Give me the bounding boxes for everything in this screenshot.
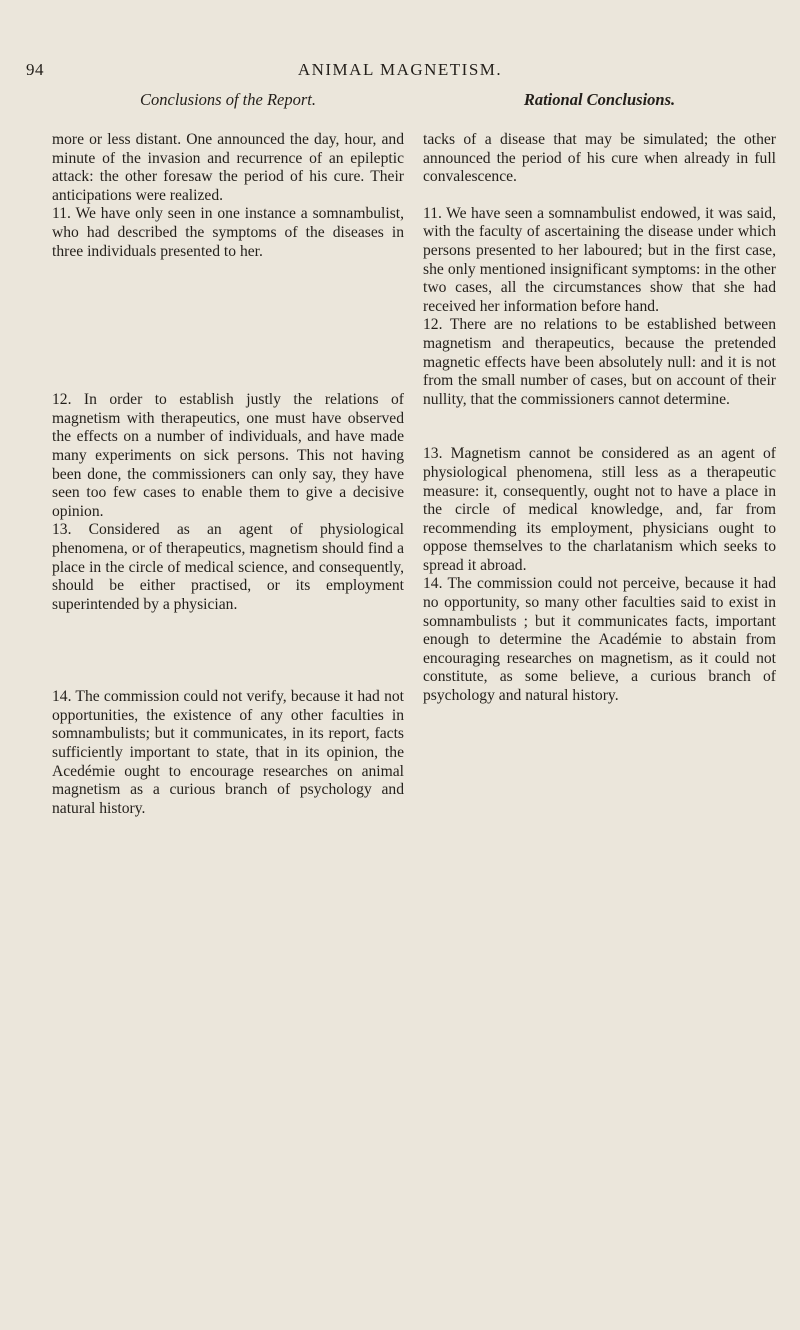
right-column-heading: Rational Conclusions. [523,90,676,109]
left-column-heading: Conclusions of the Report. [140,90,316,109]
left-paragraph-continuation: more or less distant. One announced the day, hour, and minute of the invasion and recurrence of an epileptic attack: the other foresaw the period of his cure. Their anticipations were realized. [52,131,404,204]
left-paragraph-12: 12. In order to establish justly the relations of magnetism with therapeutics, one must have observed the effects on a number of individuals, and have made many experiments on sick persons. This not having been done, the commissioners can only say, they have seen too few cases to enable them to give a decisive opinion. [52,391,404,520]
left-paragraph-13: 13. Considered as an agent of physiological phenomena, or of therapeutics, magnetism should find a place in the circle of medical science, and consequently, should be either practised, or its employment superintended by a physician. [52,521,404,613]
left-paragraph-11: 11. We have only seen in one instance a somnambulist, who had described the symptoms of the diseases in three individuals presented to her. [52,205,404,260]
right-paragraph-13: 13. Magnetism cannot be considered as an agent of physiological phenomena, still less as a therapeutic measure: it, consequently, ought not to have a place in the circle of medical knowledge, and, far from recommending its employment, physicians ought to oppose themselves to the charlatanism which seeks to spread it abroad. [423,445,776,574]
left-paragraph-14: 14. The commission could not verify, because it had not opportunities, the existence of any other faculties in somnambulists; but it communicates, in its report, facts sufficiently important to state, that in its opinion, the Acedémie ought to encourage researches on animal magnetism as a curious branch of psychology and natural history. [52,688,404,817]
running-title: ANIMAL MAGNETISM. [297,60,503,79]
right-paragraph-11: 11. We have seen a somnambulist endowed, it was said, with the faculty of ascertaining the disease under which persons presented to her laboured; but in the first case, she only mentioned insignificant symptoms: in the other two cases, all the circumstances show that she had received her information before hand. [423,204,776,315]
right-paragraph-14: 14. The commission could not perceive, because it had no opportunity, so many other faculties said to exist in somnambulists ; but it communicates facts, important enough to determine the Académie to abstain from encouraging researches on magnetism, as it could not constitute, as some believe, a curious branch of psychology and natural history. [423,575,776,705]
left-column [52,90,404,818]
right-paragraph-12: 12. There are no relations to be established between magnetism and therapeutics, because the pretended magnetic effects have been absolutely null: and it is not from the small number of cases, but on account of their nullity, that the commissioners cannot determine. [423,316,776,408]
right-column [423,90,776,706]
page-number: 94 [26,60,44,79]
right-paragraph-continuation: tacks of a disease that may be simulated; the other announced the period of his cure when already in full convalescence. [423,131,776,186]
